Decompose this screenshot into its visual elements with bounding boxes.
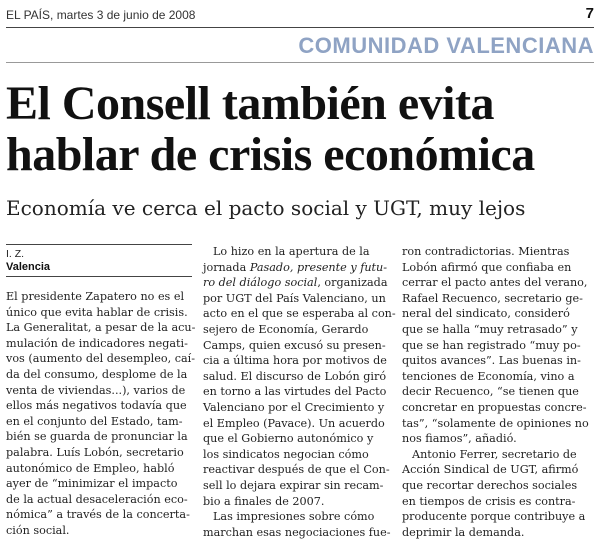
text-line: autonómico de Empleo, habló bbox=[6, 461, 175, 475]
text-line: acto en el que se esperaba al con- bbox=[203, 307, 396, 321]
text-line: Lo hizo en la apertura de la bbox=[213, 245, 370, 258]
text-line: vos (aumento del desempleo, caí- bbox=[6, 352, 195, 366]
text-line: salud. El discurso de Lobón giró bbox=[203, 369, 387, 383]
top-rule bbox=[6, 27, 594, 28]
text-line: decir Recuenco, “se tienen que bbox=[402, 385, 579, 399]
text-line: que se han registrado “muy po- bbox=[402, 338, 581, 352]
text-line: tenciones de Economía, vino a bbox=[402, 369, 575, 383]
headline-line-2: hablar de crisis económica bbox=[6, 128, 535, 181]
subheadline: Economía ve cerca el pacto social y UGT, muy lejos bbox=[6, 196, 526, 220]
byline-rule-bottom bbox=[6, 276, 192, 277]
article-column-1 bbox=[6, 289, 196, 539]
event-title-italic: Pasado, presente y futu- bbox=[249, 260, 388, 274]
text-line: producente porque contribuye a bbox=[402, 510, 586, 524]
text-line: bién se guarda de pronunciar la bbox=[6, 430, 188, 444]
text-line: nómica” a través de la concerta- bbox=[6, 508, 190, 522]
text-line: nos fiamos”, añadió. bbox=[402, 432, 517, 446]
text-line: quitos avances”. Las buenas in- bbox=[402, 354, 581, 368]
article-column-3 bbox=[402, 244, 588, 540]
text-line: en torno a las virtudes del Pacto bbox=[203, 385, 387, 399]
byline-place: Valencia bbox=[6, 261, 51, 273]
text-line: en el conjunto del Estado, tam- bbox=[6, 414, 183, 428]
text-line: Camps, quien excusó su presen- bbox=[203, 338, 386, 352]
text-line: que recortar derechos sociales bbox=[402, 478, 578, 492]
text-line: cia a última hora por motivos de bbox=[203, 354, 387, 368]
text-line bbox=[203, 260, 389, 276]
page-number: 7 bbox=[585, 5, 594, 22]
text-line: concretar en propuestas concre- bbox=[402, 400, 587, 414]
text-line: único que evita hablar de crisis. bbox=[6, 305, 188, 319]
text-line: La Generalitat, a pesar de la acu- bbox=[6, 321, 196, 335]
headline-line-1: El Consell también evita bbox=[6, 77, 494, 130]
newspaper-date: EL PAÍS, martes 3 de junio de 2008 bbox=[6, 8, 196, 22]
text-line: Las impresiones sobre cómo bbox=[213, 510, 375, 524]
text-line: tas”, “solamente de opiniones no bbox=[402, 416, 589, 430]
byline-author: I. Z. bbox=[6, 248, 25, 260]
text-line: Rafael Recuenco, secretario ge- bbox=[402, 291, 583, 305]
event-title-italic: ro del diálogo social bbox=[203, 276, 318, 290]
text-line: los sindicatos negocian cómo bbox=[203, 447, 369, 461]
text-line: de la actual desaceleración eco- bbox=[6, 492, 188, 506]
text-line: cerrar el pacto antes del verano, bbox=[402, 276, 588, 290]
text-line: Lobón afirmó que confiaba en bbox=[402, 260, 572, 274]
text-line: sejero de Economía, Gerardo bbox=[203, 322, 369, 336]
text-line: El presidente Zapatero no es el bbox=[6, 290, 185, 303]
text-line: que el Gobierno autonómico y bbox=[203, 432, 374, 446]
text-line: ción social. bbox=[6, 523, 70, 537]
text-line: bio a finales de 2007. bbox=[203, 494, 325, 508]
text-line: el Empleo (Pavace). Un acuerdo bbox=[203, 416, 385, 430]
text-line: da del consumo, desplome de la bbox=[6, 367, 188, 381]
masthead bbox=[6, 4, 594, 26]
text-line: en tiempos de crisis es contra- bbox=[402, 494, 576, 508]
text-line: por UGT del País Valenciano, un bbox=[203, 291, 386, 305]
section-title: COMUNIDAD VALENCIANA bbox=[298, 33, 594, 58]
byline-rule-top bbox=[6, 244, 192, 245]
text-line: ron contradictorias. Mientras bbox=[402, 245, 570, 258]
text-line: Valenciano por el Crecimiento y bbox=[203, 400, 385, 414]
text-line: marchan esas negociaciones fue- bbox=[203, 525, 391, 539]
headline bbox=[6, 78, 596, 180]
text-fragment: , organizada bbox=[317, 276, 388, 290]
text-line: Antonio Ferrer, secretario de bbox=[412, 447, 577, 461]
text-line: mulación de indicadores negati- bbox=[6, 336, 188, 350]
section-rule bbox=[6, 62, 594, 63]
text-line: que se halla “muy retrasado” y bbox=[402, 322, 578, 336]
text-line: sell lo dejara expirar sin recam- bbox=[203, 478, 384, 492]
text-fragment: jornada bbox=[203, 260, 250, 274]
text-line: palabra. Luís Lobón, secretario bbox=[6, 445, 184, 459]
text-line: ellos más negativos todavía que bbox=[6, 399, 187, 413]
article-column-2 bbox=[203, 244, 396, 540]
text-line: reactivar después de que el Con- bbox=[203, 463, 390, 477]
text-line: Acción Sindical de UGT, afirmó bbox=[402, 463, 579, 477]
text-line: neral del sindicato, consideró bbox=[402, 307, 570, 321]
text-line: venta de viviendas...), varios de bbox=[6, 383, 186, 397]
text-line: ayer de “minimizar el impacto bbox=[6, 477, 178, 491]
text-line: deprimir la demanda. bbox=[402, 525, 525, 539]
text-line bbox=[203, 275, 389, 291]
